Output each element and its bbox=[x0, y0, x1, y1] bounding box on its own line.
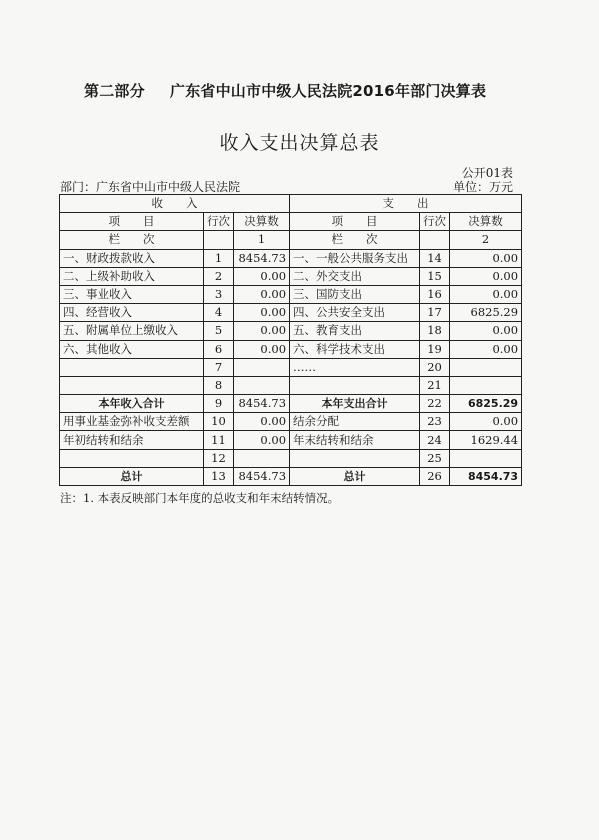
expense-amount-cell: 0.00 bbox=[450, 413, 522, 431]
income-amount-cell: 8454.73 bbox=[234, 467, 290, 485]
expense-item-cell: 一、一般公共服务支出 bbox=[290, 249, 420, 267]
expense-col-empty bbox=[420, 231, 450, 249]
income-amount-cell: 8454.73 bbox=[234, 395, 290, 413]
income-amount-cell: 0.00 bbox=[234, 267, 290, 285]
expense-item-cell: 年末结转和结余 bbox=[290, 431, 420, 449]
income-amount-cell bbox=[234, 358, 290, 376]
table-row bbox=[60, 376, 522, 394]
expense-amount-header: 决算数 bbox=[450, 213, 522, 231]
footnote: 注：1. 本表反映部门本年度的总收支和年末结转情况。 bbox=[60, 491, 340, 505]
table-row bbox=[60, 449, 522, 467]
section-header-row bbox=[60, 195, 522, 213]
income-line-cell: 2 bbox=[204, 267, 234, 285]
table-row bbox=[60, 304, 522, 322]
income-line-header: 行次 bbox=[204, 213, 234, 231]
income-item-cell: 六、其他收入 bbox=[60, 340, 204, 358]
income-item-cell: 本年收入合计 bbox=[60, 395, 204, 413]
expense-item-cell: 三、国防支出 bbox=[290, 285, 420, 303]
column-number-row bbox=[60, 231, 522, 249]
table-row bbox=[60, 395, 522, 413]
income-line-cell: 10 bbox=[204, 413, 234, 431]
income-line-cell: 7 bbox=[204, 358, 234, 376]
income-amount-cell: 8454.73 bbox=[234, 249, 290, 267]
form-code: 公开01表 bbox=[461, 166, 513, 180]
income-item-cell bbox=[60, 358, 204, 376]
income-amount-cell bbox=[234, 376, 290, 394]
income-line-cell: 5 bbox=[204, 322, 234, 340]
expense-line-cell: 17 bbox=[420, 304, 450, 322]
expense-line-cell: 25 bbox=[420, 449, 450, 467]
expense-item-cell: 结余分配 bbox=[290, 413, 420, 431]
expense-amount-cell: 0.00 bbox=[450, 267, 522, 285]
income-amount-header: 决算数 bbox=[234, 213, 290, 231]
department-label: 部门：广东省中山市中级人民法院 bbox=[60, 180, 241, 194]
income-line-cell: 4 bbox=[204, 304, 234, 322]
income-item-cell: 一、财政拨款收入 bbox=[60, 249, 204, 267]
expense-amount-cell: 0.00 bbox=[450, 340, 522, 358]
document-title: 广东省中山市中级人民法院2016年部门决算表 bbox=[170, 82, 487, 100]
table-row bbox=[60, 285, 522, 303]
table-row bbox=[60, 358, 522, 376]
expense-item-cell bbox=[290, 449, 420, 467]
expense-line-cell: 26 bbox=[420, 467, 450, 485]
table-row bbox=[60, 431, 522, 449]
expense-section-header: 支 出 bbox=[290, 195, 522, 213]
expense-line-cell: 22 bbox=[420, 395, 450, 413]
expense-item-cell: 二、外交支出 bbox=[290, 267, 420, 285]
table-row bbox=[60, 340, 522, 358]
expense-amount-cell: 6825.29 bbox=[450, 304, 522, 322]
expense-line-cell: 14 bbox=[420, 249, 450, 267]
unit-label: 单位：万元 bbox=[452, 180, 513, 194]
income-item-cell: 总计 bbox=[60, 467, 204, 485]
income-item-cell: 年初结转和结余 bbox=[60, 431, 204, 449]
income-col-number: 1 bbox=[234, 231, 290, 249]
income-amount-cell: 0.00 bbox=[234, 285, 290, 303]
expense-line-cell: 21 bbox=[420, 376, 450, 394]
income-col-empty bbox=[204, 231, 234, 249]
expense-amount-cell: 1629.44 bbox=[450, 431, 522, 449]
expense-item-cell: 总计 bbox=[290, 467, 420, 485]
income-line-cell: 11 bbox=[204, 431, 234, 449]
table-row bbox=[60, 413, 522, 431]
income-item-cell bbox=[60, 376, 204, 394]
income-amount-cell: 0.00 bbox=[234, 340, 290, 358]
income-col-label: 栏 次 bbox=[60, 231, 204, 249]
income-section-header: 收 入 bbox=[60, 195, 290, 213]
expense-amount-cell bbox=[450, 376, 522, 394]
income-item-cell: 四、经营收入 bbox=[60, 304, 204, 322]
income-item-header: 项 目 bbox=[60, 213, 204, 231]
expense-amount-cell: 6825.29 bbox=[450, 395, 522, 413]
income-item-cell: 五、附属单位上缴收入 bbox=[60, 322, 204, 340]
income-line-cell: 3 bbox=[204, 285, 234, 303]
income-line-cell: 8 bbox=[204, 376, 234, 394]
income-line-cell: 12 bbox=[204, 449, 234, 467]
income-line-cell: 13 bbox=[204, 467, 234, 485]
income-item-cell: 三、事业收入 bbox=[60, 285, 204, 303]
expense-amount-cell: 0.00 bbox=[450, 322, 522, 340]
expense-line-header: 行次 bbox=[420, 213, 450, 231]
budget-summary-table bbox=[59, 194, 522, 486]
table-row bbox=[60, 267, 522, 285]
expense-line-cell: 23 bbox=[420, 413, 450, 431]
expense-line-cell: 19 bbox=[420, 340, 450, 358]
income-line-cell: 9 bbox=[204, 395, 234, 413]
income-amount-cell: 0.00 bbox=[234, 413, 290, 431]
table-title: 收入支出决算总表 bbox=[219, 132, 380, 154]
expense-item-header: 项 目 bbox=[290, 213, 420, 231]
expense-item-cell: 本年支出合计 bbox=[290, 395, 420, 413]
table-row bbox=[60, 467, 522, 485]
income-amount-cell: 0.00 bbox=[234, 322, 290, 340]
income-amount-cell: 0.00 bbox=[234, 304, 290, 322]
income-item-cell bbox=[60, 449, 204, 467]
expense-line-cell: 18 bbox=[420, 322, 450, 340]
expense-item-cell: 五、教育支出 bbox=[290, 322, 420, 340]
expense-col-number: 2 bbox=[450, 231, 522, 249]
income-line-cell: 6 bbox=[204, 340, 234, 358]
table-row bbox=[60, 322, 522, 340]
income-amount-cell bbox=[234, 449, 290, 467]
income-item-cell: 用事业基金弥补收支差额 bbox=[60, 413, 204, 431]
table-row bbox=[60, 249, 522, 267]
expense-amount-cell bbox=[450, 358, 522, 376]
income-amount-cell: 0.00 bbox=[234, 431, 290, 449]
expense-amount-cell: 8454.73 bbox=[450, 467, 522, 485]
expense-amount-cell bbox=[450, 449, 522, 467]
expense-line-cell: 20 bbox=[420, 358, 450, 376]
expense-amount-cell: 0.00 bbox=[450, 249, 522, 267]
expense-col-label: 栏 次 bbox=[290, 231, 420, 249]
expense-line-cell: 15 bbox=[420, 267, 450, 285]
expense-item-cell: 六、科学技术支出 bbox=[290, 340, 420, 358]
expense-item-cell: …… bbox=[290, 358, 420, 376]
expense-line-cell: 16 bbox=[420, 285, 450, 303]
expense-line-cell: 24 bbox=[420, 431, 450, 449]
income-item-cell: 二、上级补助收入 bbox=[60, 267, 204, 285]
part-label: 第二部分 bbox=[84, 82, 145, 100]
expense-item-cell: 四、公共安全支出 bbox=[290, 304, 420, 322]
expense-item-cell bbox=[290, 376, 420, 394]
column-header-row bbox=[60, 213, 522, 231]
expense-amount-cell: 0.00 bbox=[450, 285, 522, 303]
income-line-cell: 1 bbox=[204, 249, 234, 267]
